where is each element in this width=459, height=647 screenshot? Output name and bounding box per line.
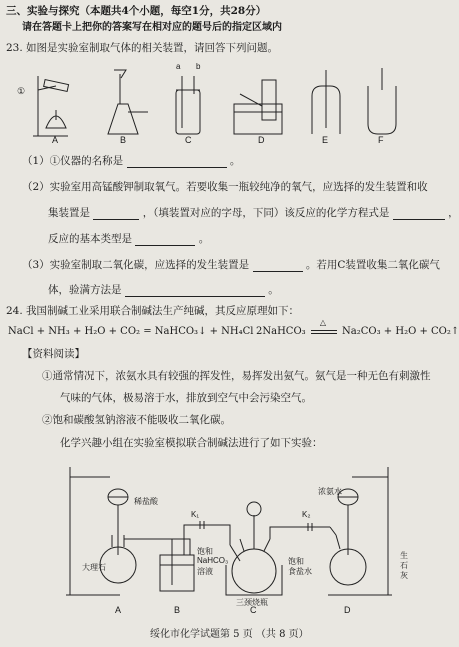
figure-label-b-c: b xyxy=(196,62,201,71)
figure2-label-C: C xyxy=(250,605,257,615)
label-lime-3: 灰 xyxy=(400,571,408,580)
figure-label-E: E xyxy=(322,135,329,145)
label-brine-a: 饱和 xyxy=(288,557,304,566)
figure2-label-D: D xyxy=(344,605,351,615)
reading-item-1-line2: 气味的气体，极易溶于水，排放到空气中会污染空气。 xyxy=(60,392,312,404)
q23-part2-line2 xyxy=(48,206,459,220)
section-note: 请在答题卡上把你的答案写在相对应的题号后的指定区域内 xyxy=(22,22,282,33)
q23-part3-text-c: 体，验满方法是 xyxy=(48,284,122,296)
q23-part1-text: （1）①仪器的名称是 xyxy=(22,155,124,167)
eq2-arrow xyxy=(309,318,339,339)
q23-part1 xyxy=(22,154,240,168)
label-dilute-hcl: 稀盐酸 xyxy=(134,497,158,506)
label-conc-ammonia: 浓氨水 xyxy=(318,487,342,496)
q23-part2-line1: （2）实验室用高锰酸钾制取氧气。若要收集一瓶较纯净的氧气，应选择的发生装置和收 xyxy=(22,181,428,193)
q23-part3-text-a: （3）实验室制取二氧化碳，应选择的发生装置是 xyxy=(22,259,250,271)
answer-blank[interactable] xyxy=(125,285,265,297)
eq2-heat-condition: △ xyxy=(319,318,326,327)
q23-part3-text-d: 。 xyxy=(268,284,279,296)
q23-stem: 23. 如图是实验室制取气体的相关装置，请回答下列问题。 xyxy=(6,42,279,54)
answer-blank[interactable] xyxy=(135,234,195,246)
label-k2: K₂ xyxy=(302,510,311,519)
q23-part2-line3 xyxy=(48,232,209,246)
q23-part2-text-a: 集装置是 xyxy=(48,207,90,219)
figure-label-circle-1: ① xyxy=(17,86,26,96)
q24-equation-2 xyxy=(256,318,459,339)
answer-blank[interactable] xyxy=(127,156,227,168)
figure-label-a-c: a xyxy=(176,62,181,71)
figure2-label-B: B xyxy=(174,605,181,615)
q24-apparatus-figure xyxy=(0,455,444,605)
eq2-right: Na₂CO₃ + H₂O + CO₂↑ xyxy=(342,326,459,337)
label-brine-b: 食盐水 xyxy=(288,567,312,576)
q24-stem: 24. 我国制碱工业采用联合制碱法生产纯碱，其反应原理如下： xyxy=(6,305,300,317)
eq2-left: 2NaHCO₃ xyxy=(256,326,306,337)
q23-part2-text-c: ， xyxy=(448,207,459,219)
label-nahco3-c: 溶液 xyxy=(197,567,213,576)
q23-part3-line2 xyxy=(48,283,279,297)
label-k1: K₁ xyxy=(191,510,200,519)
q23-part2-text-e: 。 xyxy=(198,233,210,245)
page-footer: 绥化市化学试题第 5 页 （共 8 页） xyxy=(150,629,309,640)
q23-part2-text-b: ，（填装置对应的字母，下同）该反应的化学方程式是 xyxy=(142,207,390,219)
reading-item-1-line1: ①通常情况下，浓氨水具有较强的挥发性，易挥发出氨气。氨气是一种无色有刺激性 xyxy=(42,370,431,382)
experiment-intro: 化学兴趣小组在实验室模拟联合制碱法进行了如下实验： xyxy=(60,437,323,449)
label-nahco3-b: NaHCO₃ xyxy=(197,556,229,565)
answer-blank[interactable] xyxy=(393,208,445,220)
label-lime-1: 生 xyxy=(400,551,408,560)
section-title: 三、实验与探究（本题共4个小题，每空1分，共28分） xyxy=(6,5,267,17)
q23-part3-text-b: 。若用C装置收集二氧化碳气 xyxy=(305,259,440,271)
reading-title: 【资料阅读】 xyxy=(22,348,85,360)
label-three-neck-flask: 三颈烧瓶 xyxy=(236,598,268,607)
reading-item-2: ②饱和碳酸氢钠溶液不能吸收二氧化碳。 xyxy=(42,414,231,426)
figure2-label-A: A xyxy=(115,605,122,615)
label-marble: 大理石 xyxy=(82,563,106,572)
q23-part3-line1 xyxy=(22,258,440,272)
figure-label-B: B xyxy=(120,135,127,145)
answer-blank[interactable] xyxy=(253,260,303,272)
figure-label-D: D xyxy=(258,135,265,145)
q23-apparatus-figure xyxy=(0,56,444,146)
figure-label-C: C xyxy=(185,135,192,145)
q24-equation-1: NaCl + NH₃ + H₂O + CO₂ = NaHCO₃↓ + NH₄Cl xyxy=(8,326,254,337)
label-lime-2: 石 xyxy=(400,561,408,570)
figure-label-A: A xyxy=(52,135,59,145)
q23-part2-text-d: 反应的基本类型是 xyxy=(48,233,132,245)
q23-part1-end: 。 xyxy=(229,155,241,167)
answer-blank[interactable] xyxy=(93,208,139,220)
figure-label-F: F xyxy=(378,135,384,145)
label-nahco3-a: 饱和 xyxy=(197,547,213,556)
